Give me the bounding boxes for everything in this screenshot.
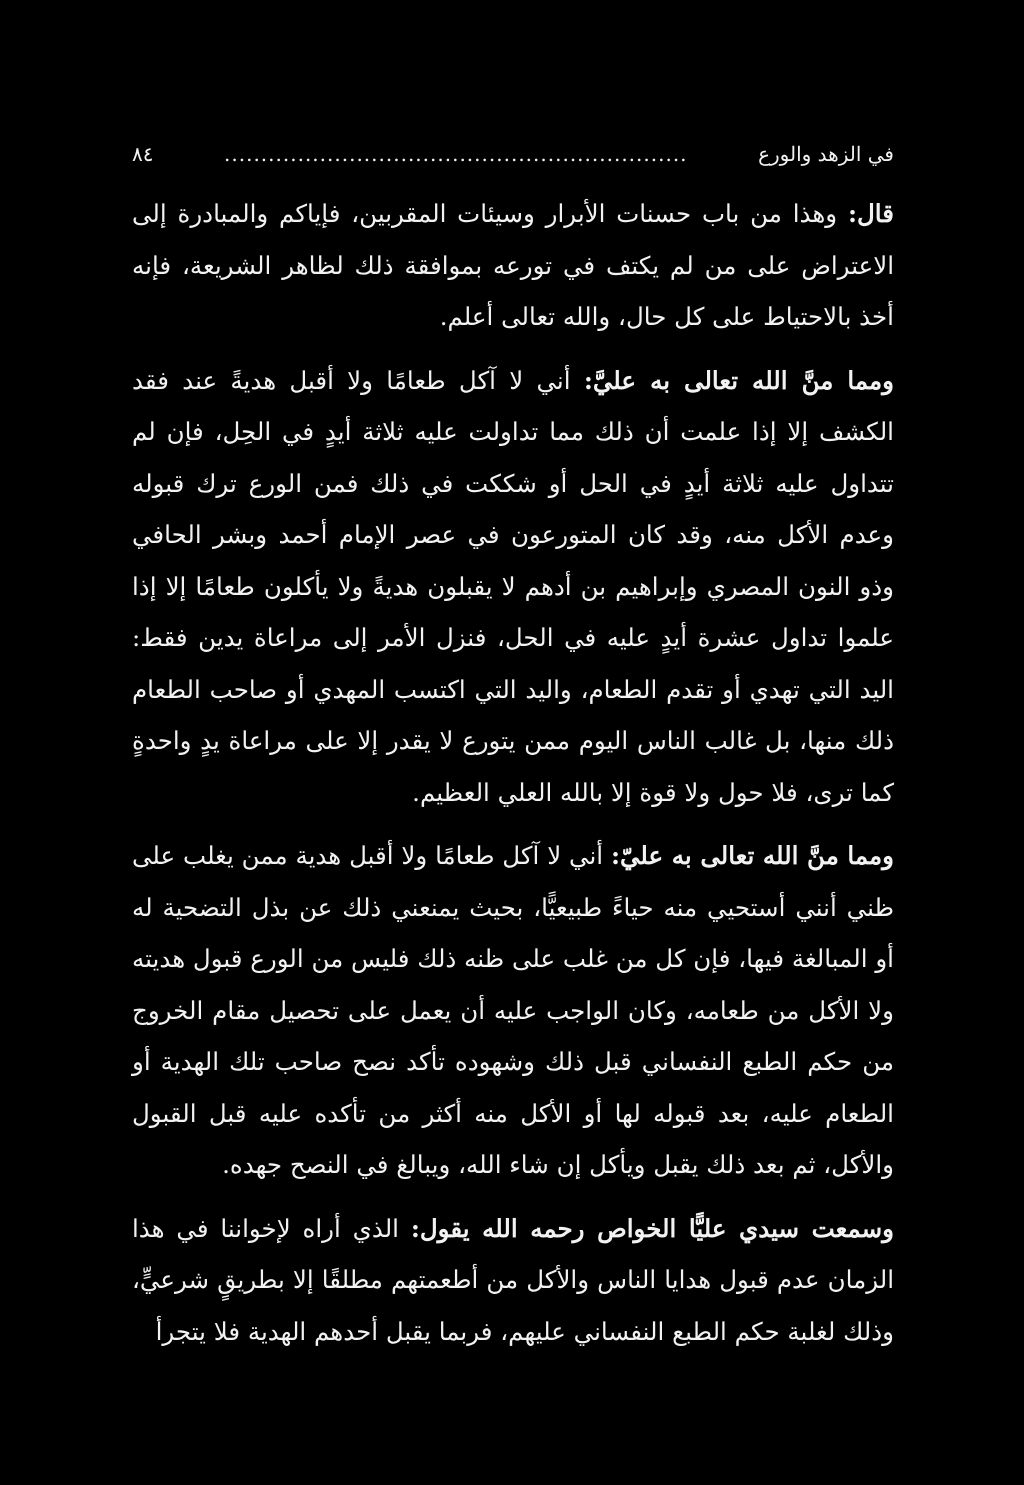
paragraph-1-lead: قال: <box>847 199 894 228</box>
paragraph-4-text: الذي أراه لإخواننا في هذا الزمان عدم قبول هدايا الناس والأكل من أطعمتهم مطلقًا إلا بطريقٍ شرعيٍّ، وذلك لغلبة حكم الطبع النفساني عليهم، فربما يقبل أحدهم الهدية فلا يتجرأ <box>132 1213 894 1346</box>
paragraph-4-lead: وسمعت سيدي عليًّا الخواص رحمه الله يقول: <box>410 1213 894 1243</box>
paragraph-2 <box>132 355 894 819</box>
paragraph-1 <box>132 188 894 343</box>
paragraph-3-text: أني لا آكل طعامًا ولا أقبل هدية ممن يغلب على ظني أنني أستحيي منه حياءً طبيعيًّا، بحيث يمنعني ذلك عن بذل التضحية له أو المبالغة فيها، فإن كل من غلب على ظنه ذلك فليس من الورع قبول هديته ولا الأكل من طعامه، وكان الواجب عليه أن يعمل على تحصيل مقام الخروج من حكم الطبع النفساني قبل ذلك وشهوده تأكد نصح صاحب تلك الهدية أو الطعام عليه، بعد قبوله لها أو الأكل منه أكثر من تأكده عليه قبل القبول والأكل، ثم بعد ذلك يقبل ويأكل إن شاء الله، ويبالغ في النصح جهده. <box>132 841 894 1179</box>
paragraph-3 <box>132 830 894 1191</box>
paragraph-4 <box>132 1203 894 1358</box>
page-number: ٨٤ <box>132 142 154 166</box>
dot-leader: ............................................................... <box>224 142 688 166</box>
paragraph-2-text: أني لا آكل طعامًا ولا أقبل هديةً عند فقد الكشف إلا إذا علمت أن ذلك مما تداولت عليه ثلاثة أيدٍ في الحِل، فإن لم تتداول عليه ثلاثة أيدٍ في الحل أو شككت في ذلك فمن الورع ترك قبوله وعدم الأكل منه، وقد كان المتورعون في عصر الإمام أحمد وبشر الحافي وذو النون المصري وإبراهيم بن أدهم لا يقبلون هديةً ولا يأكلون طعامًا إلا إذا علموا تداول عشرة أيدٍ عليه في الحل، فنزل الأمر إلى مراعاة يدين فقط: اليد التي تهدي أو تقدم الطعام، واليد التي اكتسب المهدي أو صاحب الطعام ذلك منها، بل غالب الناس اليوم ممن يتورع لا يقدر إلا على مراعاة يدٍ واحدةٍ كما ترى، فلا حول ولا قوة إلا بالله العلي العظيم. <box>132 365 894 807</box>
paragraph-3-lead: ومما منَّ الله تعالى به عليّ: <box>610 841 895 870</box>
running-header-title: في الزهد والورع <box>758 142 894 166</box>
book-page <box>132 136 894 1466</box>
running-header <box>132 136 894 176</box>
paragraph-1-text: وهذا من باب حسنات الأبرار وسيئات المقربين، فإياكم والمبادرة إلى الاعتراض على من لم يكتف في تورعه بموافقة ذلك لظاهر الشريعة، فإنه أخذ بالاحتياط على كل حال، والله تعالى أعلم. <box>132 199 894 331</box>
paragraph-2-lead: ومما منَّ الله تعالى به عليَّ: <box>583 365 894 395</box>
